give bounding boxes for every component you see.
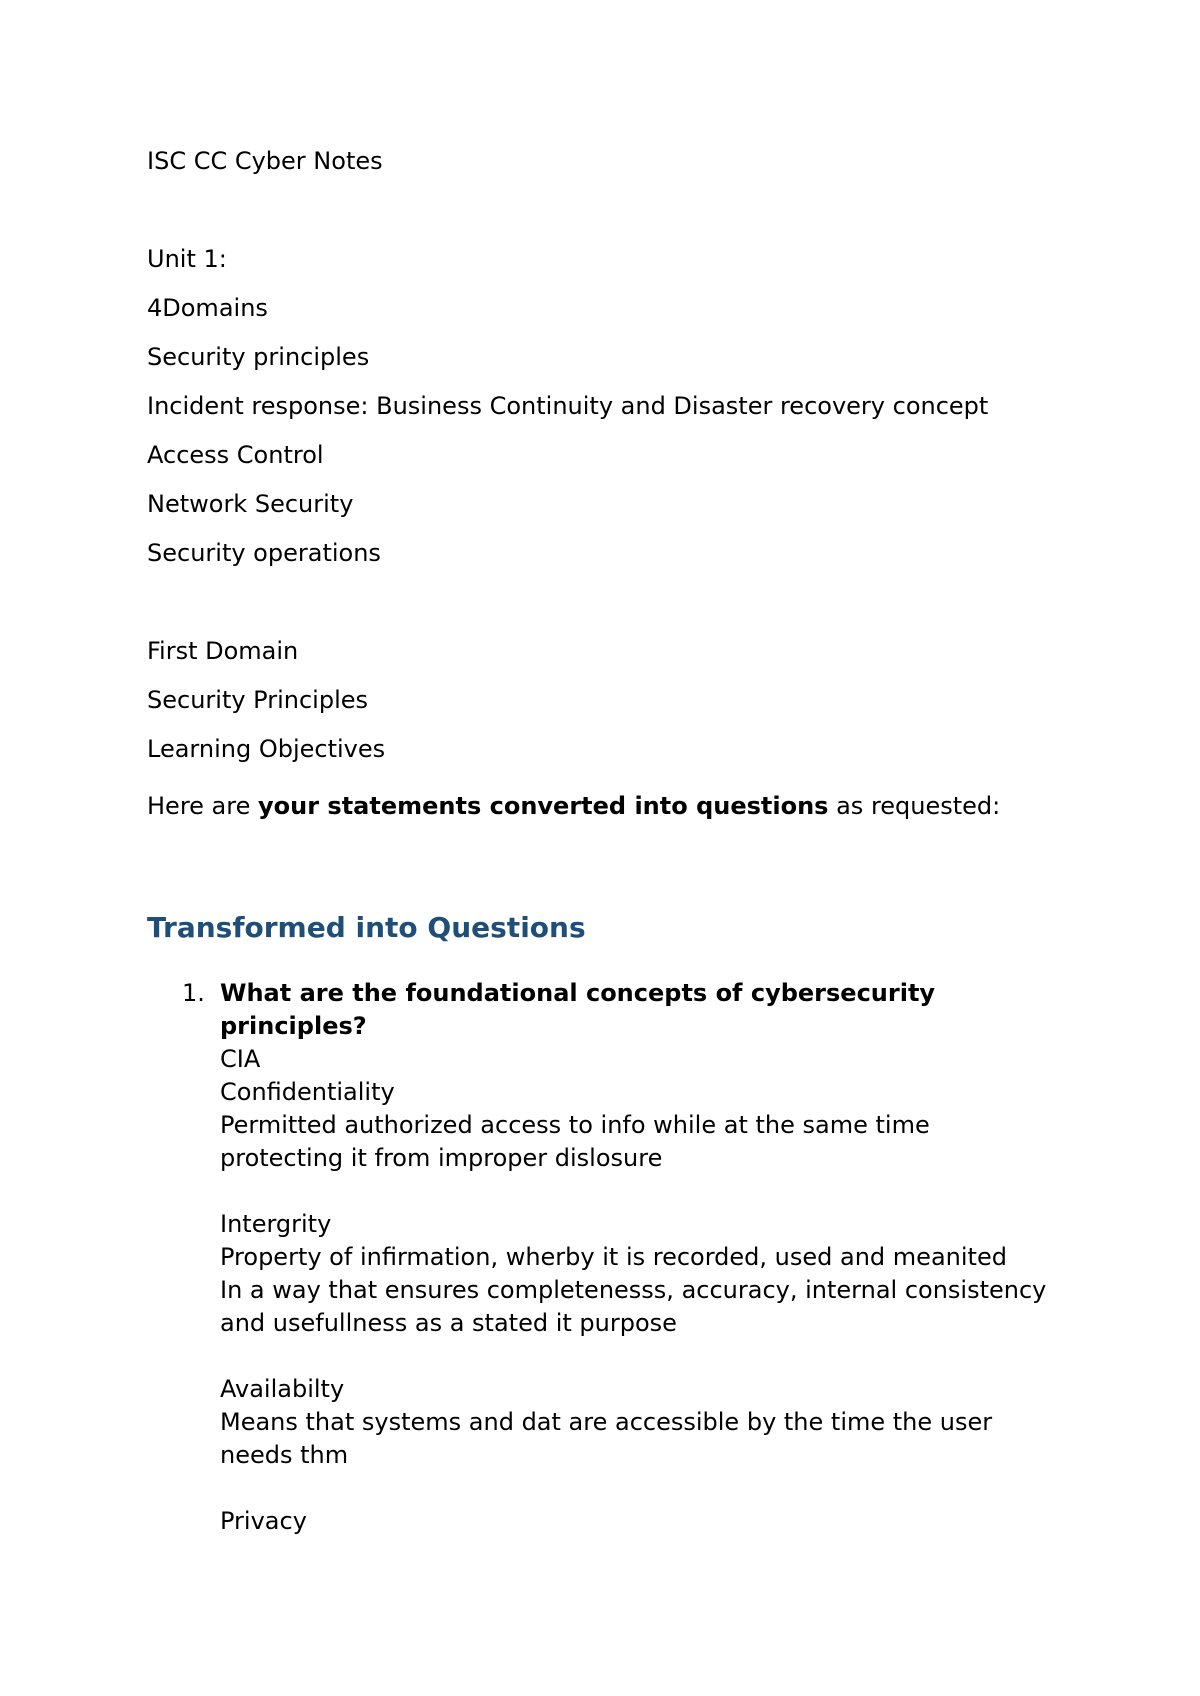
domain-item: Network Security	[147, 490, 354, 518]
integrity-text: In a way that ensures completenesss, accuracy, internal consistency	[220, 1276, 1047, 1304]
cia-label: CIA	[220, 1045, 261, 1073]
confidentiality-text: protecting it from improper dislosure	[220, 1144, 663, 1172]
integrity-text: and usefullness as a stated it purpose	[220, 1309, 677, 1337]
intro-paragraph	[147, 791, 1000, 821]
intro-text-after: as requested:	[828, 792, 1001, 820]
list-item-body	[220, 977, 1097, 1538]
spacer	[220, 1175, 1097, 1208]
first-domain-label: First Domain	[147, 637, 299, 665]
list-number: 1.	[182, 979, 205, 1007]
domain-item: Security operations	[147, 539, 381, 567]
availability-text: needs thm	[220, 1441, 349, 1469]
security-principles-label: Security Principles	[147, 686, 369, 714]
integrity-text: Property of infirmation, wherby it is recorded, used and meanited	[220, 1243, 1007, 1271]
document-title: ISC CC Cyber Notes	[147, 147, 383, 175]
domain-item: Access Control	[147, 441, 324, 469]
domain-item: Incident response: Business Continuity and Disaster recovery concept	[147, 392, 989, 420]
intro-text-bold: your statements converted into questions	[258, 792, 829, 820]
section-heading: Transformed into Questions	[147, 911, 586, 944]
privacy-label: Privacy	[220, 1507, 307, 1535]
question-list	[147, 977, 1097, 1538]
unit-label: Unit 1:	[147, 245, 227, 273]
spacer	[220, 1472, 1097, 1505]
list-item	[147, 977, 1097, 1538]
integrity-label: Intergrity	[220, 1210, 332, 1238]
availability-text: Means that systems and dat are accessible by the time the user	[220, 1408, 993, 1436]
confidentiality-label: Confidentiality	[220, 1078, 395, 1106]
spacer	[220, 1340, 1097, 1373]
domains-label: 4Domains	[147, 294, 268, 322]
confidentiality-text: Permitted authorized access to info while at the same time	[220, 1111, 930, 1139]
learning-objectives-label: Learning Objectives	[147, 735, 386, 763]
question-title: What are the foundational concepts of cybersecurity	[220, 979, 936, 1007]
availability-label: Availabilty	[220, 1375, 345, 1403]
domain-item: Security principles	[147, 343, 370, 371]
question-title: principles?	[220, 1012, 367, 1040]
intro-text-before: Here are	[147, 792, 258, 820]
